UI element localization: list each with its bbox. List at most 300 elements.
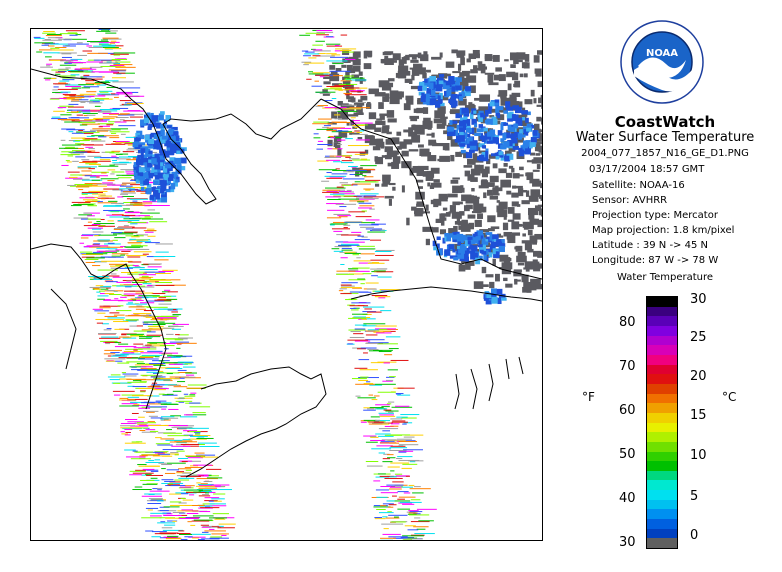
cloud-pixel [485,56,493,59]
cloud-pixel [416,108,424,113]
water-pixel [491,153,497,156]
noise-streak [113,240,118,241]
map-projection-label: Map projection: 1.8 km/pixel [592,225,735,236]
noise-streak [117,196,123,197]
noise-streak [127,257,140,258]
noise-streak [219,524,236,525]
noise-streak [316,129,333,130]
noise-streak [376,331,391,332]
map-panel[interactable] [30,28,543,541]
noise-streak [170,501,181,502]
noise-streak [351,117,356,118]
noise-streak [204,530,226,531]
noise-streak [108,201,117,202]
noise-streak [67,161,72,162]
noise-streak [400,414,419,415]
noise-streak [125,434,131,435]
noise-streak [120,186,133,187]
noise-streak [161,468,166,469]
noise-streak [124,429,132,430]
noise-streak [117,227,123,228]
cloud-pixel [455,221,463,225]
cloud-pixel [533,170,540,172]
noise-streak [363,323,385,324]
noise-streak [114,315,125,316]
cloud-pixel [509,98,517,101]
cloud-pixel [380,114,385,119]
noise-streak [121,193,136,194]
noise-streak [163,319,175,320]
noise-streak [82,132,99,133]
noise-streak [142,455,160,456]
noise-streak [343,242,365,243]
cloud-pixel [492,187,502,191]
noise-streak [334,85,351,86]
noise-streak [162,270,177,271]
water-pixel [499,246,505,252]
noise-streak [71,138,85,139]
noise-streak [384,354,392,355]
noise-streak [78,84,94,85]
noise-streak [133,451,138,452]
noise-streak [176,343,196,344]
noise-streak [389,443,399,444]
cloud-pixel [498,95,503,97]
water-pixel [170,183,175,189]
noise-streak [164,357,169,358]
cloud-pixel [472,54,480,59]
cloud-pixel [399,59,404,65]
satellite-label: Satellite: NOAA-16 [592,180,685,191]
noise-streak [130,117,143,118]
noise-streak [147,331,156,332]
noise-streak [370,240,381,241]
cloud-pixel [475,220,482,227]
noise-streak [341,286,355,287]
noise-streak [174,480,189,481]
noise-streak [70,174,82,175]
noise-streak [354,368,367,369]
noise-streak [386,485,403,486]
noise-streak [209,529,214,530]
cloud-pixel [464,165,473,168]
noise-streak [378,473,386,474]
noise-streak [97,299,105,300]
noise-streak [342,105,357,106]
water-pixel [513,146,519,150]
projection-label: Projection type: Mercator [592,210,718,221]
noise-streak [86,253,107,254]
noise-streak [370,407,384,408]
noise-streak [50,44,68,45]
noise-streak [379,414,394,415]
noise-streak [211,485,230,486]
noise-streak [137,363,145,364]
noise-streak [396,458,402,459]
noise-streak [333,161,342,162]
noise-streak [106,124,113,125]
noise-streak [138,417,145,418]
noise-streak [97,313,105,314]
noise-streak [313,55,321,56]
cloud-pixel [533,157,542,160]
noise-streak [102,38,118,39]
noise-streak [339,206,346,207]
noise-streak [326,53,337,54]
cloud-pixel [535,205,541,211]
noise-streak [69,131,74,132]
noise-streak [46,64,52,65]
noise-streak [200,491,212,492]
noise-streak [348,318,366,319]
noise-streak [134,313,145,314]
noise-streak [312,72,330,73]
noise-streak [61,165,68,166]
noise-streak [115,354,128,355]
cloud-pixel [536,117,541,122]
noise-streak [104,205,122,206]
noise-streak [99,43,109,44]
noise-streak [404,437,415,438]
water-pixel [145,135,150,140]
finger-lakes-4 [506,359,509,379]
noise-streak [193,515,214,516]
noise-streak [181,444,199,445]
c-tick: 25 [690,330,707,345]
noise-streak [316,30,332,31]
noise-streak [61,53,71,54]
noise-streak [174,386,188,387]
cloud-pixel [421,152,431,156]
noise-streak [333,195,353,196]
noise-streak [93,231,104,232]
noise-streak [170,342,189,343]
water-pixel [514,123,517,126]
noise-streak [146,412,155,413]
noise-streak [119,87,140,88]
noise-streak [105,48,122,49]
noise-streak [96,248,109,249]
noise-streak [398,491,409,492]
noise-streak [343,178,365,179]
noise-streak [98,136,106,137]
cloud-pixel [514,246,519,249]
cloud-pixel [450,205,456,212]
cloud-pixel [405,96,413,101]
latitude-label: Latitude : 39 N -> 45 N [592,240,708,251]
noise-streak [120,425,135,426]
noise-streak [155,316,175,317]
noise-streak [395,406,409,407]
cloud-pixel [509,166,513,169]
noise-streak [364,308,372,309]
noise-streak [116,158,131,159]
noise-streak [313,50,330,51]
noise-streak [176,401,192,402]
water-pixel [497,113,500,118]
noise-streak [103,116,118,117]
noise-streak [382,516,387,517]
noise-streak [187,513,198,514]
cloud-pixel [382,155,386,158]
noise-streak [345,252,356,253]
noise-streak [90,287,111,288]
water-pixel [489,252,493,257]
cloud-pixel [451,180,459,184]
noise-streak [110,173,114,174]
noise-streak [141,316,156,317]
noise-streak [392,496,397,497]
noise-streak [342,185,351,186]
noise-streak [83,113,98,114]
noise-streak [182,473,191,474]
cloud-pixel [538,81,542,87]
cloud-pixel [471,188,474,191]
noise-streak [391,521,406,522]
noise-streak [46,35,62,36]
noise-streak [150,513,166,514]
noise-streak [67,185,76,186]
noise-streak [184,394,188,395]
noise-streak [204,481,213,482]
noise-streak [68,172,80,173]
noise-streak [51,118,67,119]
noise-streak [108,257,124,258]
noise-streak [332,98,337,99]
noise-streak [137,281,155,282]
noise-streak [370,440,385,441]
noise-streak [337,140,345,141]
noise-streak [382,534,400,535]
noise-streak [327,128,341,129]
water-pixel [459,96,463,101]
noise-streak [409,485,415,486]
noise-streak [137,325,143,326]
noise-streak [358,207,372,208]
noise-streak [194,432,200,433]
noise-streak [336,204,356,205]
cloud-pixel [452,177,460,179]
noise-streak [378,297,385,298]
water-pixel [449,120,452,125]
water-pixel [482,145,486,148]
noise-streak [99,91,112,92]
noise-streak [103,39,121,40]
noise-streak [83,213,90,214]
water-pixel [421,96,426,102]
noise-streak [83,51,93,52]
noise-streak [179,402,185,403]
noise-streak [205,492,209,493]
noise-streak [136,309,146,310]
noise-streak [143,283,152,284]
noise-streak [128,302,133,303]
colorbar-swatch [647,355,677,365]
noise-streak [388,467,400,468]
noise-streak [71,205,82,206]
cloud-pixel [353,65,361,71]
noise-streak [387,403,391,404]
datetime-label: 03/17/2004 18:57 GMT [589,164,705,175]
cloud-pixel [433,179,439,183]
noise-streak [105,343,110,344]
water-pixel [141,187,144,191]
colorbar-swatch [647,471,677,481]
cloud-pixel [410,60,418,63]
noise-streak [98,166,118,167]
noise-streak [324,157,341,158]
noise-streak [53,111,65,112]
noise-streak [184,414,193,415]
noise-streak [185,485,195,486]
noise-streak [103,210,125,211]
noise-streak [304,63,324,64]
cloud-pixel [396,93,402,100]
noise-streak [403,449,423,450]
noise-streak [128,397,139,398]
noise-streak [58,52,77,53]
noise-streak [341,162,354,163]
noise-streak [168,483,173,484]
water-pixel [422,86,427,91]
noise-streak [201,457,218,458]
noise-streak [177,533,191,534]
noise-streak [87,156,101,157]
f-tick: 60 [619,403,636,418]
noise-streak [130,471,146,472]
noise-streak [96,221,100,222]
noise-streak [189,394,195,395]
colorbar-swatch [647,394,677,404]
noise-streak [66,30,85,31]
noise-streak [140,213,160,214]
noise-streak [386,336,401,337]
noise-streak [146,429,156,430]
noise-streak [143,484,158,485]
colorbar-swatch [647,374,677,384]
cloud-pixel [512,93,521,97]
noise-streak [108,248,117,249]
noise-streak [402,504,414,505]
noise-streak [410,511,423,512]
noise-streak [115,342,120,343]
noise-streak [132,441,140,442]
cloud-pixel [517,60,523,62]
noise-streak [34,42,53,43]
noise-streak [107,328,112,329]
noise-streak [125,432,131,433]
noise-streak [63,94,76,95]
noise-streak [314,133,319,134]
noise-streak [86,262,96,263]
noise-streak [135,470,146,471]
noise-streak [355,174,363,175]
cloud-pixel [504,215,507,219]
noise-streak [122,352,134,353]
noise-streak [199,446,219,447]
noise-streak [113,277,133,278]
water-pixel [138,172,144,175]
cloud-pixel [345,71,349,78]
noise-streak [162,479,174,480]
water-pixel [458,249,465,254]
noise-streak [104,62,118,63]
noise-streak [114,237,125,238]
noise-streak [356,139,370,140]
noise-streak [343,93,351,94]
noise-streak [150,515,162,516]
noise-streak [126,280,133,281]
noise-streak [330,87,342,88]
noise-streak [131,458,151,459]
noise-streak [99,42,120,43]
noise-streak [43,52,59,53]
noise-streak [151,536,160,537]
noise-streak [104,350,122,351]
noise-streak [143,469,155,470]
water-pixel [525,148,531,154]
noise-streak [379,452,385,453]
cloud-pixel [530,235,538,242]
noise-streak [70,59,82,60]
noise-streak [335,246,350,247]
noise-streak [64,63,72,64]
noise-streak [69,35,77,36]
noise-streak [379,428,398,429]
noise-streak [334,122,350,123]
noise-streak [370,436,376,437]
noise-streak [341,235,361,236]
finger-lakes-3 [489,364,493,401]
noise-streak [160,345,175,346]
noise-streak [139,466,160,467]
noise-streak [397,509,410,510]
noise-streak [105,293,114,294]
noise-streak [326,160,340,161]
noise-streak [167,463,186,464]
noise-streak [113,383,120,384]
noise-streak [90,177,96,178]
noise-streak [109,165,114,166]
noise-streak [106,361,115,362]
cloud-pixel [396,132,401,136]
cloud-pixel [527,160,534,162]
noise-streak [171,357,180,358]
noise-streak [376,509,386,510]
noise-streak [89,96,94,97]
noise-streak [367,408,374,409]
noise-streak [192,412,205,413]
noise-streak [113,233,133,234]
cloud-pixel [443,143,450,150]
noise-streak [345,253,361,254]
noise-streak [108,243,115,244]
cloud-pixel [541,95,542,99]
noise-streak [72,161,79,162]
noise-streak [131,236,139,237]
noise-streak [349,90,365,91]
noise-streak [359,359,370,360]
noise-streak [119,405,139,406]
c-tick: 15 [690,408,707,423]
water-pixel [518,133,522,139]
noise-streak [352,378,367,379]
noise-streak [333,214,350,215]
noise-streak [349,158,360,159]
noise-streak [150,386,160,387]
noise-streak [72,150,85,151]
noise-streak [371,275,378,276]
